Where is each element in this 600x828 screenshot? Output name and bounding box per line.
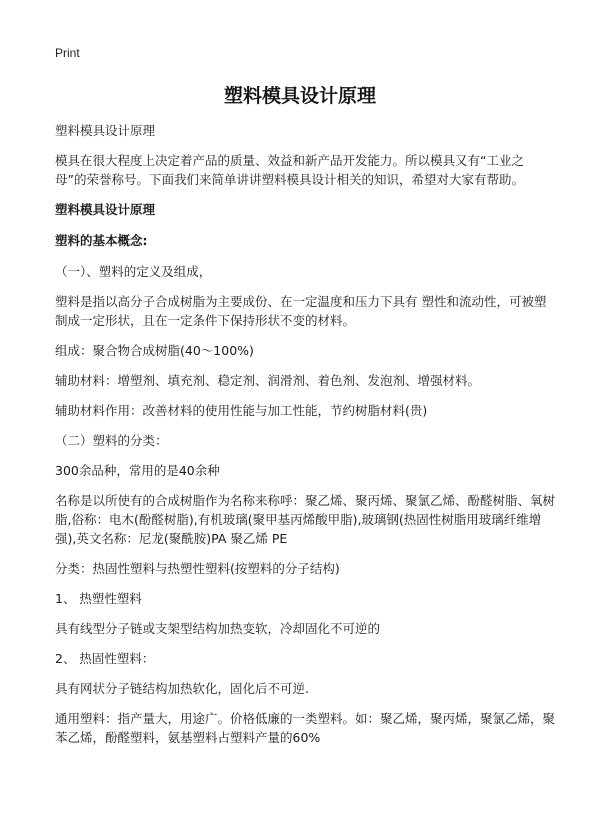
paragraph: 1、 热塑性塑料 [55, 591, 142, 606]
paragraph: 2、 热固性塑料： [55, 651, 155, 666]
print-link[interactable]: Print [55, 46, 80, 60]
paragraph: 具有网状分子链结构加热软化，固化后不可逆. [55, 681, 309, 696]
paragraph: （一）、塑料的定义及组成， [55, 264, 212, 279]
paragraph: 具有线型分子链或支架型结构加热变软，冷却固化不可逆的 [55, 621, 381, 636]
paragraph: 通用塑料：指产量大，用途广。价格低廉的一类塑料。如：聚乙烯，聚丙烯，聚氯乙烯，聚苯乙烯，酚醛塑料，氨基塑料占塑料产量的60% [55, 711, 556, 745]
section-heading: 塑料的基本概念: [55, 233, 148, 248]
paragraph: 辅助材料：增塑剂、填充剂、稳定剂、润滑剂、着色剂、发泡剂、增强材料。 [55, 373, 481, 388]
paragraph: 辅助材料作用：改善材料的使用性能与加工性能，节约树脂材料(贵) [55, 403, 428, 418]
paragraph: 分类：热固性塑料与热塑性塑料(按塑料的分子结构) [55, 561, 340, 576]
paragraph: （二）塑料的分类： [55, 433, 168, 448]
document-body [55, 121, 555, 758]
paragraph: 300余品种，常用的是40余种 [55, 463, 220, 478]
section-heading: 塑料模具设计原理 [55, 202, 156, 217]
paragraph: 组成：聚合物合成树脂(40～100%) [55, 343, 254, 358]
paragraph: 塑料模具设计原理 [55, 123, 156, 138]
paragraph: 名称是以所使有的合成树脂作为名称来称呼：聚乙烯、聚丙烯、聚氯乙烯、酚醛树脂、氧树脂,俗称：电木(酚醛树脂),有机玻璃(聚甲基丙烯酸甲脂),玻璃钢(热固性树脂用玻璃纤维增强),英文名称：尼龙(聚酰胺)PA 聚乙烯 PE [55, 493, 556, 546]
paragraph: 塑料是指以高分子合成树脂为主要成份、在一定温度和压力下具有 塑性和流动性，可被塑制成一定形状，且在一定条件下保持形状不变的材料。 [55, 294, 547, 328]
paragraph: 模具在很大程度上决定着产品的质量、效益和新产品开发能力。所以模具又有“工业之母”的荣誉称号。下面我们来简单讲讲塑料模具设计相关的知识，希望对大家有帮助。 [55, 153, 524, 187]
page-title: 塑料模具设计原理 [223, 85, 376, 107]
